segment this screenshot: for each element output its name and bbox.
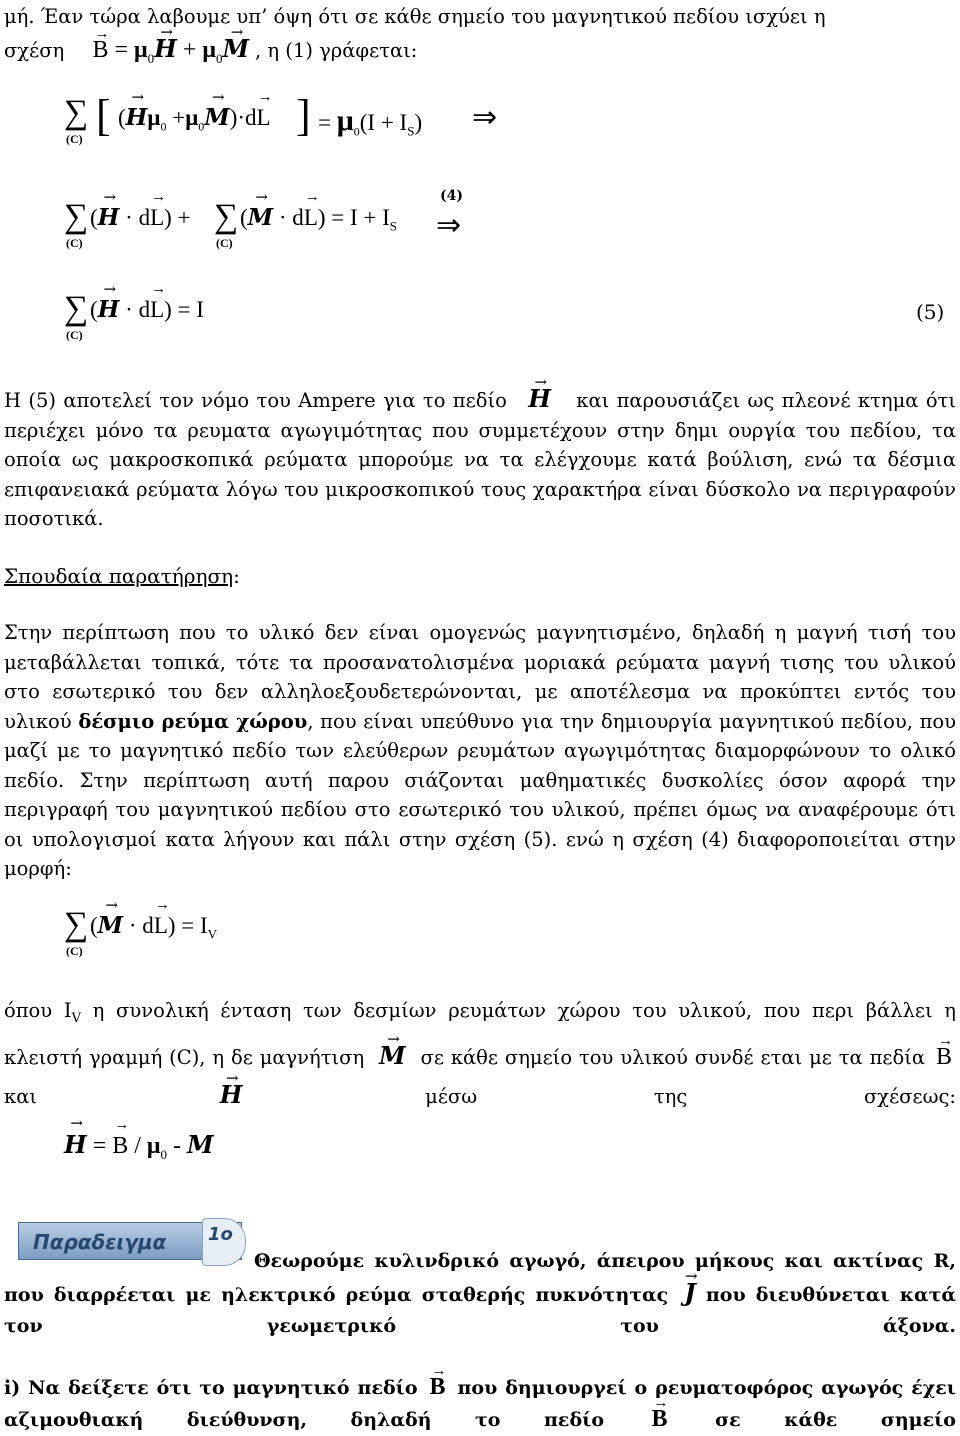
- iv-text-e: μέσω της σχέσεως:: [425, 1084, 956, 1108]
- intro-text: μή. Έαν τώρα λαβουμε υπ’ όψη ότι σε κάθε σημείο του μαγνητικού πεδίου ισχύει η: [4, 5, 826, 28]
- iv-text-c: σε κάθε σημείο του υλικού συνδέ εται με τα πεδία: [420, 1045, 926, 1069]
- sum-symbol: ∑: [64, 94, 89, 131]
- question-i: i) Να δείξετε ότι το μαγνητικό πεδίο → B που δημιουργεί ο ρευματοφόρος αγωγός έχει αζιμουθιακή διεύθυνση, δηλαδή το πεδίο → B σε κάθε σημείο: [4, 1372, 956, 1436]
- example-badge-label: Παραδειγμα: [33, 1230, 167, 1254]
- equation-label-5: (5): [916, 300, 945, 324]
- j-symbol: → J: [684, 1277, 695, 1308]
- equation-h-definition: → H = → B / $\mu_0$ - M: [64, 1130, 214, 1163]
- section-heading: Σπουδαία παρατήρηση:: [4, 564, 240, 588]
- iv-text-b: η συνολική ένταση των δεσμίων ρευμάτων χώρου του υλικού, που περι βάλλει η κλειστή γραμμή (C), η δε μαγνήτιση: [4, 999, 956, 1069]
- paragraph-ampere-rest: και παρουσιάζει ως πλεονέ κτημα ότι περιέχει μόνο τα ρευματα αγωγιμότητας που συμμετέχουν στην δημι ουργία του πεδίου, τα οποία ως μακροσκοπικά ρεύματα μπορούμε να τα ελέγχουμε κατά βούλιση, ενώ τα δέσμια επιφανειακά ρεύματα λόγω του μικροσκοπικού τους χαρακτήρα είναι δύσκολο να περιγραφούν ποσοτικά.: [4, 389, 956, 530]
- example-text-end: που διευθύνεται κατά τον γεωμετρικό του άξονα.: [4, 1284, 956, 1337]
- example-text-main: Θεωρούμε κυλινδρικό αγωγό, άπειρου μήκους και ακτίνας R, που διαρρέεται με ηλεκτρικό ρεύμα σταθερής πυκνότητας: [4, 1250, 956, 1306]
- note-text-bold: δέσμιο ρεύμα χώρου: [78, 709, 308, 733]
- note-text-b: , που είναι υπεύθυνο για την δημιουργία μαγνητικού πεδίου, που μαζί με το μαγνητικό πεδίο των ελεύθερων ρευμάτων αγωγιμότητας διαμορφώνουν το ολικό πεδίο. Στην περίπτωση αυτή παρου σιάζονται μαθηματικές δυσκολίες όσον αφορά την περιγραφή του μαγνητικού πεδίου στο εσωτερικό του υλικού, πρέπει όμως να αναφέρουμε ότι οι υπολογισμοί κατα λήγουν και πάλι στην σχέση (5). ενώ η σχέση (4) διαφοροποιείται στην μορφή:: [4, 709, 956, 880]
- h-symbol-2: → H: [220, 1076, 243, 1113]
- sum-subscript: (C): [66, 132, 83, 146]
- paragraph-ampere: [4, 384, 956, 534]
- heading-text: Σπουδαία παρατήρηση: [4, 564, 234, 588]
- text-line-1: [4, 2, 956, 32]
- implies-arrow: ⇒: [472, 101, 498, 134]
- iv-text-a: όπου I: [4, 999, 72, 1022]
- h-symbol: → H: [528, 384, 551, 414]
- bracket-left: [: [96, 91, 111, 140]
- equation-label-4: (4): [440, 188, 463, 204]
- relation-suffix: , η (1) γράφεται:: [255, 39, 418, 62]
- iv-text-d: και: [4, 1084, 38, 1108]
- question-i-c: σε κάθε σημείο: [715, 1409, 956, 1431]
- note-text-a: Στην περίπτωση που το υλικό δεν είναι ομογενώς μαγνητισμένο, δηλαδή η μαγνή τισή του μεταβάλλεται τοπικά, τότε τα προσανατολισμένα μοριακά ρεύματα μαγνή τισης του υλικού στο εσωτερικό του δεν αλληλοεξουδετερώνονται, με αποτέλεσμα να προκύπτει εντός του υλικού: [4, 621, 956, 733]
- example-text: [4, 1246, 956, 1342]
- question-i-a: i) Να δείξετε ότι το μαγνητικό πεδίο: [4, 1377, 418, 1399]
- bracket-right: ]: [296, 91, 311, 140]
- paragraph-iv: όπου $I_V$ η συνολική ένταση των δεσμίων ρευμάτων χώρου του υλικού, που περι βάλλει η κλειστή γραμμή (C), η δε μαγνήτιση → M σε κάθε σημείο του υλικού συνδέ εται με τα πεδία → B και → H μέσω της σχέσεως:: [4, 992, 956, 1115]
- relation-formula: → $B = \mu_0\to H + \mu_0\to M$: [92, 37, 255, 63]
- b-symbol: → B: [936, 1039, 952, 1076]
- question-i-b: που δημιουργεί ο ρευματοφόρος αγωγός έχει αζιμουθιακή διεύθυνση, δηλαδή το πεδίο: [4, 1377, 956, 1431]
- relation-label: σχέση: [4, 39, 65, 62]
- m-symbol: → M: [379, 1037, 406, 1074]
- paragraph-ampere-start: Η (5) αποτελεί τον νόμο του Ampere για το πεδίο: [4, 389, 507, 412]
- paragraph-note: [4, 618, 956, 884]
- text-line-2: [4, 34, 956, 73]
- example-number: 1ο: [208, 1224, 233, 1245]
